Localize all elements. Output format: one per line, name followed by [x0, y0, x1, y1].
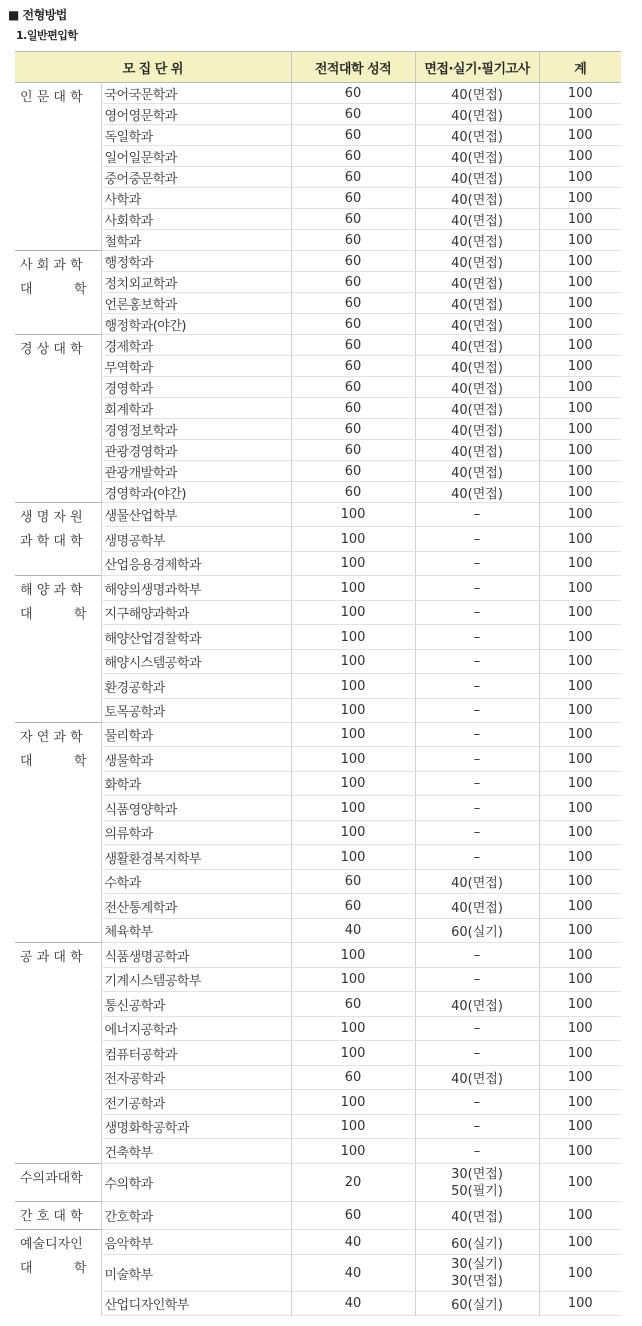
college-name: 간 호 대 학	[20, 1209, 83, 1224]
dept-cell: 관광경영학과	[101, 440, 291, 461]
dept-cell: 통신공학과	[101, 992, 291, 1017]
section-title: ■ 전형방법	[8, 8, 67, 22]
exam-cell: 60(실기)	[415, 1292, 539, 1316]
header-exam: 면접·실기·필기고사	[415, 52, 539, 83]
college-name: 예술디자인	[20, 1237, 83, 1252]
dept-cell: 음악학부	[101, 1230, 291, 1255]
score-cell: 60	[291, 419, 415, 440]
dept-cell: 컴퓨터공학과	[101, 1041, 291, 1066]
score-cell: 100	[291, 576, 415, 601]
college-cell	[15, 723, 101, 943]
exam-cell: –	[415, 968, 539, 992]
college-name: 대 학	[20, 754, 87, 769]
score-cell: 60	[291, 209, 415, 230]
dept-cell: 생명화학공학과	[101, 1115, 291, 1139]
college-cell	[15, 576, 101, 723]
exam-cell: 40(면접)	[415, 293, 539, 314]
table-row	[15, 772, 621, 796]
total-cell: 100	[539, 188, 621, 209]
exam-cell: –	[415, 576, 539, 601]
table-row	[15, 1202, 621, 1230]
college-name: 수의과대학	[20, 1171, 83, 1186]
dept-cell: 행정학과(야간)	[101, 314, 291, 335]
total-cell: 100	[539, 1202, 621, 1230]
dept-cell: 영어영문학과	[101, 104, 291, 125]
exam-cell: –	[415, 772, 539, 796]
dept-cell: 경영정보학과	[101, 419, 291, 440]
score-cell: 100	[291, 968, 415, 992]
dept-cell: 의류학과	[101, 821, 291, 845]
exam-cell: 40(면접)	[415, 188, 539, 209]
score-cell: 40	[291, 1255, 415, 1292]
exam-cell: 40(면접)	[415, 335, 539, 356]
header-unit: 모 집 단 위	[15, 52, 291, 83]
score-cell: 60	[291, 894, 415, 919]
dept-cell: 언론홍보학과	[101, 293, 291, 314]
exam-cell: 40(면접)	[415, 377, 539, 398]
score-cell: 60	[291, 293, 415, 314]
college-name: 대 학	[20, 607, 87, 622]
college-cell	[15, 503, 101, 576]
score-cell: 60	[291, 992, 415, 1017]
exam-cell	[415, 1255, 539, 1292]
score-cell: 100	[291, 699, 415, 723]
table-row	[15, 919, 621, 943]
score-cell: 60	[291, 398, 415, 419]
table-row	[15, 83, 621, 104]
exam-cell-line: 30(면접)	[451, 1274, 503, 1289]
exam-cell-line: 50(필기)	[451, 1183, 503, 1199]
table-row	[15, 527, 621, 552]
total-cell: 100	[539, 335, 621, 356]
score-cell: 60	[291, 314, 415, 335]
score-cell: 60	[291, 356, 415, 377]
dept-cell: 물리학과	[101, 723, 291, 747]
exam-cell	[415, 1164, 539, 1202]
college-cell	[15, 335, 101, 503]
college-cell	[15, 83, 101, 251]
score-cell: 100	[291, 943, 415, 968]
exam-cell: 40(면접)	[415, 356, 539, 377]
total-cell: 100	[539, 230, 621, 251]
dept-cell: 산업디자인학부	[101, 1292, 291, 1316]
total-cell: 100	[539, 943, 621, 968]
total-cell: 100	[539, 919, 621, 943]
exam-cell: 40(면접)	[415, 146, 539, 167]
dept-cell: 기계시스템공학부	[101, 968, 291, 992]
total-cell: 100	[539, 482, 621, 503]
total-cell: 100	[539, 104, 621, 125]
total-cell: 100	[539, 251, 621, 272]
total-cell: 100	[539, 419, 621, 440]
college-name: 생 명 자 원	[20, 510, 83, 525]
college-cell	[15, 1230, 101, 1316]
dept-cell: 전기공학과	[101, 1090, 291, 1115]
exam-cell: 40(면접)	[415, 83, 539, 104]
score-cell: 100	[291, 1115, 415, 1139]
table-row	[15, 503, 621, 527]
dept-cell: 수의학과	[101, 1164, 291, 1202]
college-cell	[15, 1164, 101, 1202]
dept-cell: 토목공학과	[101, 699, 291, 723]
total-cell: 100	[539, 552, 621, 576]
score-cell: 60	[291, 167, 415, 188]
score-cell: 60	[291, 188, 415, 209]
total-cell: 100	[539, 314, 621, 335]
table-row	[15, 461, 621, 482]
exam-cell: 60(실기)	[415, 919, 539, 943]
total-cell: 100	[539, 650, 621, 674]
table-row	[15, 1041, 621, 1066]
total-cell: 100	[539, 1115, 621, 1139]
exam-cell: –	[415, 503, 539, 527]
exam-cell: –	[415, 1017, 539, 1041]
table-row	[15, 723, 621, 747]
dept-cell: 행정학과	[101, 251, 291, 272]
score-cell: 60	[291, 104, 415, 125]
exam-cell: 40(면접)	[415, 167, 539, 188]
total-cell: 100	[539, 440, 621, 461]
total-cell: 100	[539, 461, 621, 482]
exam-cell: 40(면접)	[415, 992, 539, 1017]
score-cell: 60	[291, 272, 415, 293]
table-row	[15, 188, 621, 209]
table-row	[15, 992, 621, 1017]
dept-cell: 식품영양학과	[101, 796, 291, 821]
table-row	[15, 845, 621, 870]
total-cell: 100	[539, 1090, 621, 1115]
dept-cell: 환경공학과	[101, 674, 291, 699]
dept-cell: 사회학과	[101, 209, 291, 230]
score-cell: 100	[291, 625, 415, 650]
total-cell: 100	[539, 1292, 621, 1316]
dept-cell: 회계학과	[101, 398, 291, 419]
exam-cell: 40(면접)	[415, 419, 539, 440]
score-cell: 60	[291, 1202, 415, 1230]
table-row	[15, 167, 621, 188]
score-cell: 60	[291, 377, 415, 398]
college-name: 해 양 과 학	[20, 583, 83, 598]
total-cell: 100	[539, 772, 621, 796]
exam-cell: –	[415, 625, 539, 650]
dept-cell: 경영학과(야간)	[101, 482, 291, 503]
score-cell: 60	[291, 251, 415, 272]
dept-cell: 체육학부	[101, 919, 291, 943]
score-cell: 60	[291, 1066, 415, 1090]
exam-cell: 40(면접)	[415, 870, 539, 894]
total-cell: 100	[539, 1139, 621, 1164]
table-header-row	[15, 52, 621, 83]
dept-cell: 전산통계학과	[101, 894, 291, 919]
table-row	[15, 230, 621, 251]
header-score: 전적대학 성적	[291, 52, 415, 83]
dept-cell: 사학과	[101, 188, 291, 209]
dept-cell: 식품생명공학과	[101, 943, 291, 968]
score-cell: 100	[291, 1139, 415, 1164]
total-cell: 100	[539, 146, 621, 167]
total-cell: 100	[539, 272, 621, 293]
exam-cell: 60(실기)	[415, 1230, 539, 1255]
table-row	[15, 125, 621, 146]
dept-cell: 전자공학과	[101, 1066, 291, 1090]
exam-cell: –	[415, 674, 539, 699]
score-cell: 100	[291, 503, 415, 527]
exam-cell: 40(면접)	[415, 230, 539, 251]
college-name: 대 학	[20, 1261, 87, 1276]
total-cell: 100	[539, 625, 621, 650]
total-cell: 100	[539, 968, 621, 992]
exam-cell-line: 30(실기)	[451, 1257, 503, 1272]
total-cell: 100	[539, 1164, 621, 1202]
dept-cell: 해양시스템공학과	[101, 650, 291, 674]
dept-cell: 간호학과	[101, 1202, 291, 1230]
dept-cell: 관광개발학과	[101, 461, 291, 482]
table-row	[15, 398, 621, 419]
exam-cell: 40(면접)	[415, 125, 539, 146]
score-cell: 60	[291, 335, 415, 356]
score-cell: 60	[291, 440, 415, 461]
total-cell: 100	[539, 527, 621, 552]
total-cell: 100	[539, 125, 621, 146]
admission-table	[15, 51, 621, 1316]
table-row	[15, 419, 621, 440]
college-name: 자 연 과 학	[20, 730, 83, 745]
dept-cell: 지구해양과학과	[101, 601, 291, 625]
table-row	[15, 1164, 621, 1202]
dept-cell: 경제학과	[101, 335, 291, 356]
college-name: 공 과 대 학	[20, 950, 83, 965]
score-cell: 100	[291, 674, 415, 699]
table-row	[15, 674, 621, 699]
score-cell: 20	[291, 1164, 415, 1202]
score-cell: 60	[291, 230, 415, 251]
exam-cell: –	[415, 1139, 539, 1164]
score-cell: 40	[291, 919, 415, 943]
table-row	[15, 104, 621, 125]
dept-cell: 해양의생명과학부	[101, 576, 291, 601]
table-row	[15, 796, 621, 821]
dept-cell: 중어중문학과	[101, 167, 291, 188]
exam-cell: –	[415, 723, 539, 747]
table-row	[15, 440, 621, 461]
score-cell: 100	[291, 1090, 415, 1115]
exam-cell: 40(면접)	[415, 894, 539, 919]
total-cell: 100	[539, 1066, 621, 1090]
total-cell: 100	[539, 747, 621, 772]
table-row	[15, 650, 621, 674]
college-name: 대 학	[20, 282, 87, 297]
dept-cell: 생물산업학부	[101, 503, 291, 527]
table-row	[15, 356, 621, 377]
table-row	[15, 1066, 621, 1090]
total-cell: 100	[539, 293, 621, 314]
score-cell: 60	[291, 461, 415, 482]
dept-cell: 에너지공학과	[101, 1017, 291, 1041]
score-cell: 100	[291, 845, 415, 870]
total-cell: 100	[539, 821, 621, 845]
exam-cell: –	[415, 845, 539, 870]
exam-cell: 40(면접)	[415, 272, 539, 293]
dept-cell: 수학과	[101, 870, 291, 894]
total-cell: 100	[539, 398, 621, 419]
exam-cell-line: 30(면접)	[451, 1166, 503, 1182]
exam-cell: –	[415, 796, 539, 821]
dept-cell: 일어일문학과	[101, 146, 291, 167]
college-cell	[15, 943, 101, 1164]
score-cell: 60	[291, 146, 415, 167]
table-row	[15, 870, 621, 894]
total-cell: 100	[539, 674, 621, 699]
exam-cell: –	[415, 747, 539, 772]
score-cell: 100	[291, 1017, 415, 1041]
total-cell: 100	[539, 699, 621, 723]
dept-cell: 국어국문학과	[101, 83, 291, 104]
total-cell: 100	[539, 1041, 621, 1066]
table-row	[15, 1139, 621, 1164]
score-cell: 100	[291, 552, 415, 576]
score-cell: 100	[291, 723, 415, 747]
exam-cell: 40(면접)	[415, 104, 539, 125]
exam-cell: 40(면접)	[415, 461, 539, 482]
table-row	[15, 1292, 621, 1316]
table-row	[15, 146, 621, 167]
exam-cell: –	[415, 527, 539, 552]
dept-cell: 생활환경복지학부	[101, 845, 291, 870]
exam-cell: –	[415, 552, 539, 576]
dept-cell: 무역학과	[101, 356, 291, 377]
exam-cell: –	[415, 1115, 539, 1139]
score-cell: 100	[291, 601, 415, 625]
total-cell: 100	[539, 601, 621, 625]
total-cell: 100	[539, 576, 621, 601]
exam-cell: –	[415, 601, 539, 625]
college-name: 사 회 과 학	[20, 258, 83, 273]
total-cell: 100	[539, 209, 621, 230]
exam-cell: –	[415, 1041, 539, 1066]
dept-cell: 정치외교학과	[101, 272, 291, 293]
total-cell: 100	[539, 723, 621, 747]
score-cell: 40	[291, 1230, 415, 1255]
exam-cell: 40(면접)	[415, 251, 539, 272]
table-row	[15, 968, 621, 992]
score-cell: 100	[291, 747, 415, 772]
exam-cell: –	[415, 699, 539, 723]
score-cell: 100	[291, 527, 415, 552]
table-row	[15, 482, 621, 503]
college-name: 인 문 대 학	[20, 90, 83, 105]
exam-cell: 40(면접)	[415, 398, 539, 419]
dept-cell: 미술학부	[101, 1255, 291, 1292]
table-row	[15, 625, 621, 650]
dept-cell: 화학과	[101, 772, 291, 796]
table-row	[15, 251, 621, 272]
exam-cell: 40(면접)	[415, 209, 539, 230]
table-row	[15, 601, 621, 625]
score-cell: 100	[291, 772, 415, 796]
dept-cell: 독일학과	[101, 125, 291, 146]
score-cell: 60	[291, 482, 415, 503]
table-row	[15, 821, 621, 845]
table-row	[15, 747, 621, 772]
total-cell: 100	[539, 992, 621, 1017]
exam-cell: –	[415, 650, 539, 674]
dept-cell: 철학과	[101, 230, 291, 251]
header-total: 계	[539, 52, 621, 83]
total-cell: 100	[539, 870, 621, 894]
score-cell: 60	[291, 125, 415, 146]
table-row	[15, 894, 621, 919]
total-cell: 100	[539, 503, 621, 527]
dept-cell: 산업응용경제학과	[101, 552, 291, 576]
table-row	[15, 1230, 621, 1255]
table-row	[15, 209, 621, 230]
total-cell: 100	[539, 845, 621, 870]
exam-cell: –	[415, 821, 539, 845]
total-cell: 100	[539, 377, 621, 398]
dept-cell: 생명공학부	[101, 527, 291, 552]
table-row	[15, 377, 621, 398]
table-row	[15, 1255, 621, 1292]
dept-cell: 해양산업경찰학과	[101, 625, 291, 650]
score-cell: 60	[291, 83, 415, 104]
table-row	[15, 943, 621, 968]
exam-cell: 40(면접)	[415, 482, 539, 503]
table-row	[15, 699, 621, 723]
total-cell: 100	[539, 167, 621, 188]
exam-cell: 40(면접)	[415, 1066, 539, 1090]
college-name: 경 상 대 학	[20, 342, 83, 357]
table-row	[15, 1115, 621, 1139]
table-row	[15, 576, 621, 601]
score-cell: 100	[291, 796, 415, 821]
table-row	[15, 1090, 621, 1115]
total-cell: 100	[539, 796, 621, 821]
table-row	[15, 314, 621, 335]
dept-cell: 경영학과	[101, 377, 291, 398]
college-name: 과 학 대 학	[20, 534, 83, 549]
score-cell: 60	[291, 870, 415, 894]
exam-cell: 40(면접)	[415, 314, 539, 335]
sub-title: 1.일반편입학	[16, 29, 78, 42]
dept-cell: 생물학과	[101, 747, 291, 772]
dept-cell: 건축학부	[101, 1139, 291, 1164]
total-cell: 100	[539, 1255, 621, 1292]
exam-cell: –	[415, 1090, 539, 1115]
exam-cell: –	[415, 943, 539, 968]
exam-cell: 40(면접)	[415, 440, 539, 461]
college-cell	[15, 1202, 101, 1230]
total-cell: 100	[539, 894, 621, 919]
total-cell: 100	[539, 1230, 621, 1255]
score-cell: 40	[291, 1292, 415, 1316]
total-cell: 100	[539, 356, 621, 377]
total-cell: 100	[539, 1017, 621, 1041]
table-row	[15, 1017, 621, 1041]
college-cell	[15, 251, 101, 335]
table-row	[15, 335, 621, 356]
table-body	[15, 83, 621, 1316]
score-cell: 100	[291, 1041, 415, 1066]
score-cell: 100	[291, 821, 415, 845]
table-row	[15, 552, 621, 576]
total-cell: 100	[539, 83, 621, 104]
table-row	[15, 272, 621, 293]
table-row	[15, 293, 621, 314]
exam-cell: 40(면접)	[415, 1202, 539, 1230]
score-cell: 100	[291, 650, 415, 674]
